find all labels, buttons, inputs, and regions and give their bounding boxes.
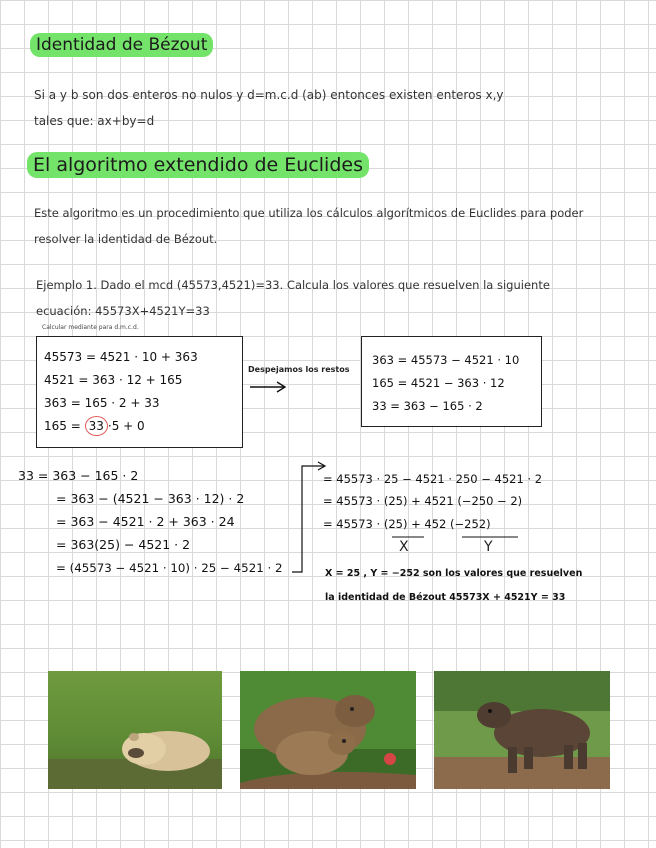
deriv-left-4: = 363(25) − 4521 · 2 xyxy=(56,537,191,552)
euclid-step-3: 363 = 165 · 2 + 33 xyxy=(44,396,160,410)
capybara-photo-3 xyxy=(434,671,610,789)
heading-bezout-text: Identidad de Bézout xyxy=(30,33,213,57)
deriv-left-5: = (45573 − 4521 · 10) · 25 − 4521 · 2 xyxy=(56,561,283,575)
para2-line2: resolver la identidad de Bézout. xyxy=(34,232,218,246)
remainders-box xyxy=(361,336,542,427)
deriv-right-2: = 45573 · (25) + 4521 (−250 − 2) xyxy=(323,494,523,508)
deriv-left-2: = 363 − (4521 − 363 · 12) · 2 xyxy=(56,491,245,506)
euclid-steps-box xyxy=(36,336,243,448)
euclid-step-2: 4521 = 363 · 12 + 165 xyxy=(44,373,183,387)
heading-euclides-text: El algoritmo extendido de Euclides xyxy=(27,152,369,178)
capybara-photo-2 xyxy=(240,671,416,789)
arrow-label: Despejamos los restos xyxy=(248,365,350,374)
euclid-step-4 xyxy=(44,415,145,437)
deriv-left-3: = 363 − 4521 · 2 + 363 · 24 xyxy=(56,514,235,529)
conclusion-line2: la identidad de Bézout 45573X + 4521Y = 33 xyxy=(325,592,566,603)
deriv-right-1: = 45573 · 25 − 4521 · 250 − 4521 · 2 xyxy=(323,472,543,486)
underline-marks xyxy=(390,534,530,540)
para1-line1: Si a y b son dos enteros no nulos y d=m.c.d (ab) entonces existen enteros x,y xyxy=(34,88,504,102)
para1-line2: tales que: ax+by=d xyxy=(34,114,155,128)
x-label: X xyxy=(399,539,409,555)
capybara-photo-1 xyxy=(48,671,222,789)
para2-line1: Este algoritmo es un procedimiento que utiliza los cálculos algorítmicos de Euclides para poder xyxy=(34,206,584,220)
deriv-right-3: = 45573 · (25) + 452 (−252) xyxy=(323,517,491,531)
heading-bezout xyxy=(30,33,213,57)
deriv-left-1: 33 = 363 − 165 · 2 xyxy=(18,468,139,483)
euclid-step-1: 45573 = 4521 · 10 + 363 xyxy=(44,350,198,364)
heading-euclides xyxy=(27,152,369,178)
example-line2: ecuación: 45573X+4521Y=33 xyxy=(36,304,210,318)
conclusion-line1: X = 25 , Y = −252 son los valores que resuelven xyxy=(325,568,583,579)
y-label: Y xyxy=(484,539,493,555)
remainder-2: 165 = 4521 − 363 · 12 xyxy=(372,376,505,390)
remainder-3: 33 = 363 − 165 · 2 xyxy=(372,399,483,413)
euclid-step-4-lhs: 165 = xyxy=(44,419,85,433)
example-small-label: Calcular mediante para d.m.c.d. xyxy=(42,324,139,331)
remainder-1: 363 = 45573 − 4521 · 10 xyxy=(372,353,520,367)
euclid-step-4-rhs: ·5 + 0 xyxy=(107,419,145,433)
right-arrow-icon xyxy=(248,378,290,396)
gcd-circled: 33 xyxy=(85,416,108,436)
example-line1: Ejemplo 1. Dado el mcd (45573,4521)=33. Calcula los valores que resuelven la siguiente xyxy=(36,278,550,292)
